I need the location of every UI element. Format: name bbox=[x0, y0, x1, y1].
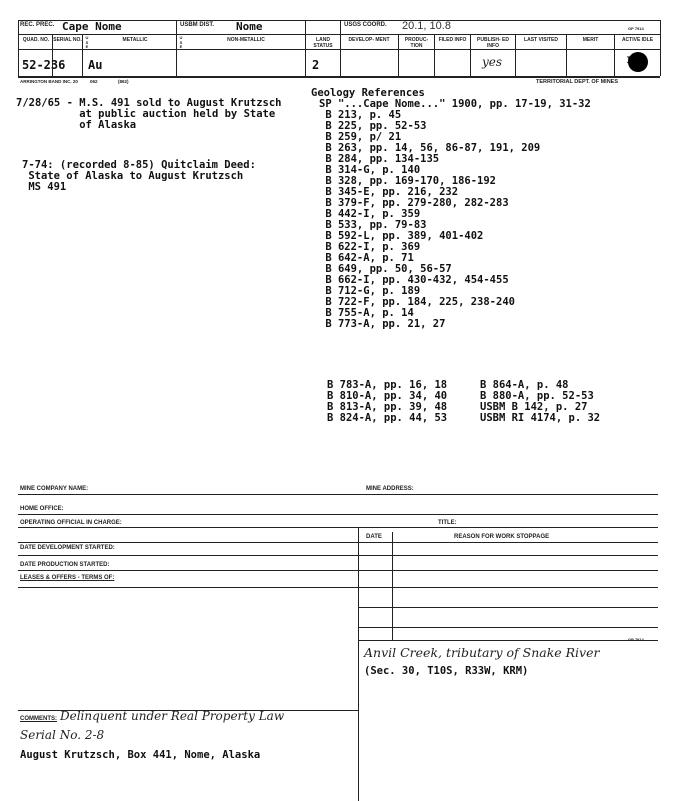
quitclaim-note: 7-74: (recorded 8-85) Quitclaim Deed: State of Alaska to August Krutzsch MS 491 bbox=[22, 159, 256, 193]
comments-label: COMMENTS: bbox=[20, 716, 57, 722]
rec-prec-label: REC. PREC. bbox=[20, 22, 55, 28]
production-label: PRODUC- TION bbox=[404, 37, 429, 49]
quad-no-label: QUAD. NO. bbox=[22, 37, 50, 43]
printer-mark-code-2: (862) bbox=[118, 79, 129, 84]
territorial-dept-label: TERRITORIAL DEPT. OF MINES bbox=[536, 79, 618, 85]
usbm-dist-label: USBM DIST. bbox=[180, 22, 215, 28]
land-status-value: 2 bbox=[312, 58, 320, 72]
location-form-number: GP 7914 bbox=[628, 637, 644, 642]
development-label: DEVELOP- MENT bbox=[348, 37, 390, 43]
sale-note: 7/28/65 - M.S. 491 sold to August Krutzsch at public auction held by State of Alaska bbox=[16, 97, 282, 131]
use-label-metallic: U S E bbox=[85, 35, 89, 49]
published-info-label: PUBLISH- ED INFO bbox=[477, 37, 509, 49]
usgs-coord-value: 20.1, 10.8 bbox=[402, 20, 451, 32]
comments-serial: Serial No. 2-8 bbox=[20, 728, 105, 742]
merit-label: MERIT bbox=[582, 37, 599, 43]
geology-heading: Geology References bbox=[311, 87, 425, 99]
leases-offers-label: LEASES & OFFERS - TERMS OF: bbox=[20, 575, 115, 581]
work-stoppage-reason-label: REASON FOR WORK STOPPAGE bbox=[454, 534, 550, 540]
mine-company-name-label: MINE COMPANY NAME: bbox=[20, 486, 89, 492]
geology-reference-list: SP "...Cape Nome..." 1900, pp. 17-19, 31-32 B 213, p. 45 B 225, pp. 52-53 B 259, p/ 21 B 263, pp. 14, 56, 86-87, 191, 209 B 284, pp. 134-135 B 314-G, p. 140 B 328, pp. 169-170, 186-192 B 345-E, pp. 216, 232 B 379-F, pp. 279-280, 282-283 B 442-I, p. 359 B 533, pp. 79-83 B 592-L, pp. 389, 401-402 B 622-I, p. 369 B 642-A, p. 71 B 649, pp. 50, 56-57 B 662-I, pp. 430-432, 454-455 B 712-G, p. 189 B 722-F, pp. 184, 225, 238-240 B 755-A, p. 14 B 773-A, pp. 21, 27 bbox=[319, 98, 591, 330]
form-number: GP 7914 bbox=[628, 26, 644, 31]
printer-mark-code: 062 bbox=[90, 79, 98, 84]
mine-address-label: MINE ADDRESS: bbox=[366, 486, 414, 492]
home-office-label: HOME OFFICE: bbox=[20, 506, 64, 512]
owner-address: August Krutzsch, Box 441, Nome, Alaska bbox=[20, 749, 261, 761]
serial-no-label: SERIAL NO. bbox=[53, 37, 82, 43]
usgs-coord-label: USGS COORD. bbox=[344, 22, 387, 28]
land-status-label: LAND STATUS bbox=[313, 37, 333, 49]
quad-serial-value: 52-236 bbox=[22, 58, 66, 72]
active-idle-value: I bbox=[626, 56, 632, 66]
rec-prec-value: Cape Nome bbox=[62, 20, 122, 33]
date-production-started-label: DATE PRODUCTION STARTED: bbox=[20, 562, 110, 568]
metallic-label: METALLIC bbox=[122, 37, 148, 43]
use-label-nonmetallic: U S E bbox=[179, 35, 183, 49]
geology-reference-column-right: B 864-A, p. 48 B 880-A, pp. 52-53 USBM B 142, p. 27 USBM RI 4174, p. 32 bbox=[480, 379, 601, 424]
non-metallic-label: NON-METALLIC bbox=[227, 37, 265, 43]
active-idle-label: ACTIVE IDLE bbox=[621, 37, 654, 43]
title-label: TITLE: bbox=[438, 520, 457, 526]
geology-reference-column-left: B 783-A, pp. 16, 18 B 810-A, pp. 34, 40 B 813-A, pp. 39, 48 B 824-A, pp. 44, 53 bbox=[327, 379, 448, 424]
location-handwritten: Anvil Creek, tributary of Snake River bbox=[364, 645, 600, 660]
filed-info-label: FILED INFO bbox=[438, 37, 467, 43]
last-visited-label: LAST VISITED bbox=[524, 37, 558, 43]
section-township-range: (Sec. 30, T10S, R33W, KRM) bbox=[364, 665, 529, 677]
date-development-started-label: DATE DEVELOPMENT STARTED: bbox=[20, 545, 115, 551]
date-column-label: DATE bbox=[366, 534, 382, 540]
printer-mark: ARRINGTON BAND INC. 20 bbox=[20, 79, 78, 84]
usbm-dist-value: Nome bbox=[236, 20, 263, 33]
comments-delinquent: Delinquent under Real Property Law bbox=[60, 709, 285, 723]
operating-official-label: OPERATING OFFICIAL IN CHARGE: bbox=[20, 520, 122, 526]
published-info-value: yes bbox=[482, 55, 503, 69]
metallic-value: Au bbox=[88, 58, 103, 72]
